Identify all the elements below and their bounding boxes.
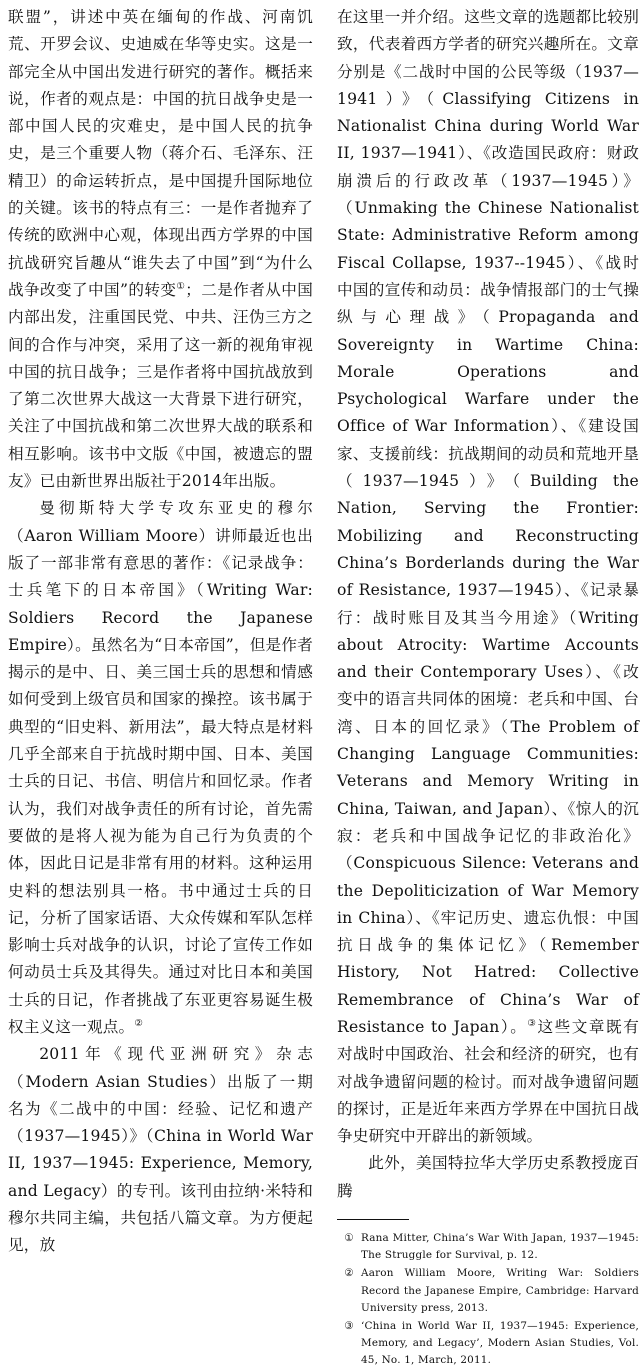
left-column <box>8 4 313 1260</box>
footnote-mark: ② <box>344 1267 354 1280</box>
footnote <box>337 1265 639 1317</box>
footnote-ref: ③ <box>527 1017 538 1029</box>
paragraph <box>8 495 313 1041</box>
footnote-text: ‘China in World War II, 1937—1945: Experience, Memory, and Legacy’, Modern Asian Studies, Vol. 45, No. 1, March, 2011. <box>361 1320 639 1367</box>
footnote-mark: ① <box>344 1232 354 1245</box>
footnote <box>337 1318 639 1370</box>
footnote-divider <box>337 1219 409 1220</box>
paragraph <box>8 4 313 495</box>
paragraph-text: 联盟”，讲述中英在缅甸的作战、河南饥荒、开罗会议、史迪威在华等史实。这是一部完全从中国出发进行研究的著作。概括来说，作者的观点是：中国的抗日战争史是一部中国人民的灾难史，是中国人民的抗争史，是三个重要人物（蒋介石、毛泽东、汪精卫）的命运转折点，是中国提升国际地位的关键。该书的特点有三：一是作者抛弃了传统的欧洲中心观，体现出西方学界的中国抗战研究旨趣从“谁失去了中国”到“为什么战争改变了中国”的转变 <box>8 8 313 299</box>
footnote-text: Rana Mitter, China’s War With Japan, 1937—1945: The Struggle for Survival, p. 12. <box>361 1232 639 1262</box>
paragraph <box>337 4 639 1150</box>
paragraph-text: 这些文章既有对战时中国政治、社会和经济的研究，也有对战争遗留问题的检讨。而对战争遗留问题的探讨，正是近年来西方学界在中国抗日战争史研究中开辟出的新领域。 <box>337 1017 639 1146</box>
footnote-ref: ② <box>134 1017 144 1029</box>
paragraph-text: 在这里一并介绍。这些文章的选题都比较别致，代表着西方学者的研究兴趣所在。文章分别是《二战时中国的公民等级（1937—1941）》（Classifying Citizens in Nationalist China during World War II, 1937—1941）、《改造国民政府：财政崩溃后的行政改革（1937—1945）》（Unmaking the Chinese Nationalist State: Administrative Reform among Fiscal Collapse, 1937--1945）、《战时中国的宣传和动员：战争情报部门的士气操纵与心理战》（Propaganda and Sovereignty in Wartime China: Morale Operations and Psychological Warfare under the Office of War Information）、《建设国家、支援前线：抗战期间的动员和荒地开垦（1937—1945）》（Building the Nation, Serving the Frontier: Mobilizing and Reconstructing China’s Borderlands during the War of Resistance, 1937—1945）、《记录暴行：战时账目及其当今用途》（Writing about Atrocity: Wartime Accounts and their Contemporary Uses）、《改变中的语言共同体的困境：老兵和中国、台湾、日本的回忆录》（The Problem of Changing Language Communities: Veterans and Memory Writing in China, Taiwan, and Japan）、《惊人的沉寂：老兵和中国战争记忆的非政治化》（Conspicuous Silence: Veterans and the Depoliticization of War Memory in China）、《牢记历史、遗忘仇恨：中国抗日战争的集体记忆》（Remember History, Not Hatred: Collective Remembrance of China’s War of Resistance to Japan）。 <box>337 8 639 1036</box>
footnote <box>337 1230 639 1264</box>
paragraph-text: ；二是作者从中国内部出发，注重国民党、中共、汪伪三方之间的合作与冲突，采用了这一新的视角审视中国的抗日战争；三是作者将中国抗战放到了第二次世界大战这一大背景下进行研究，关注了中国抗战和第二次世界大战的联系和相互影响。该书中文版《中国，被遗忘的盟友》已由新世界出版社于2014年出版。 <box>8 280 313 491</box>
right-column <box>337 4 639 1371</box>
footnote-text: Aaron William Moore, Writing War: Soldiers Record the Japanese Empire, Cambridge: Harvard University press, 2013. <box>361 1267 639 1314</box>
footnote-ref: ① <box>176 280 186 292</box>
paragraph: 2011年《现代亚洲研究》杂志（Modern Asian Studies）出版了一期名为《二战中的中国：经验、记忆和遗产（1937—1945）》（China in World War II, 1937—1945: Experience, Memory, and Legacy）的专刊。该刊由拉纳·米特和穆尔共同主编，共包括八篇文章。为方便起见，放 <box>8 1045 313 1255</box>
footnote-mark: ③ <box>344 1320 354 1333</box>
paragraph: 此外，美国特拉华大学历史系教授庞百腾 <box>337 1154 639 1200</box>
paragraph-text: 曼彻斯特大学专攻东亚史的穆尔（Aaron William Moore）讲师最近也出版了一部非常有意思的著作：《记录战争：士兵笔下的日本帝国》（Writing War: Soldiers Record the Japanese Empire）。虽然名为“日本帝国”，但是作者揭示的是中、日、美三国士兵的思想和情感如何受到上级官员和国家的操控。该书属于典型的“旧史料、新用法”，最大特点是材料几乎全部来自于抗战时期中国、日本、美国士兵的日记、书信、明信片和回忆录。作者认为，我们对战争责任的所有讨论，首先需要做的是将人视为能为自己行为负责的个体，因此日记是非常有用的材料。这种运用史料的想法别具一格。书中通过士兵的日记，分析了国家话语、大众传媒和军队怎样影响士兵对战争的认识，讨论了宣传工作如何动员士兵及其得失。通过对比日本和美国士兵的日记，作者挑战了东亚更容易诞生极权主义这一观点。 <box>8 499 313 1036</box>
